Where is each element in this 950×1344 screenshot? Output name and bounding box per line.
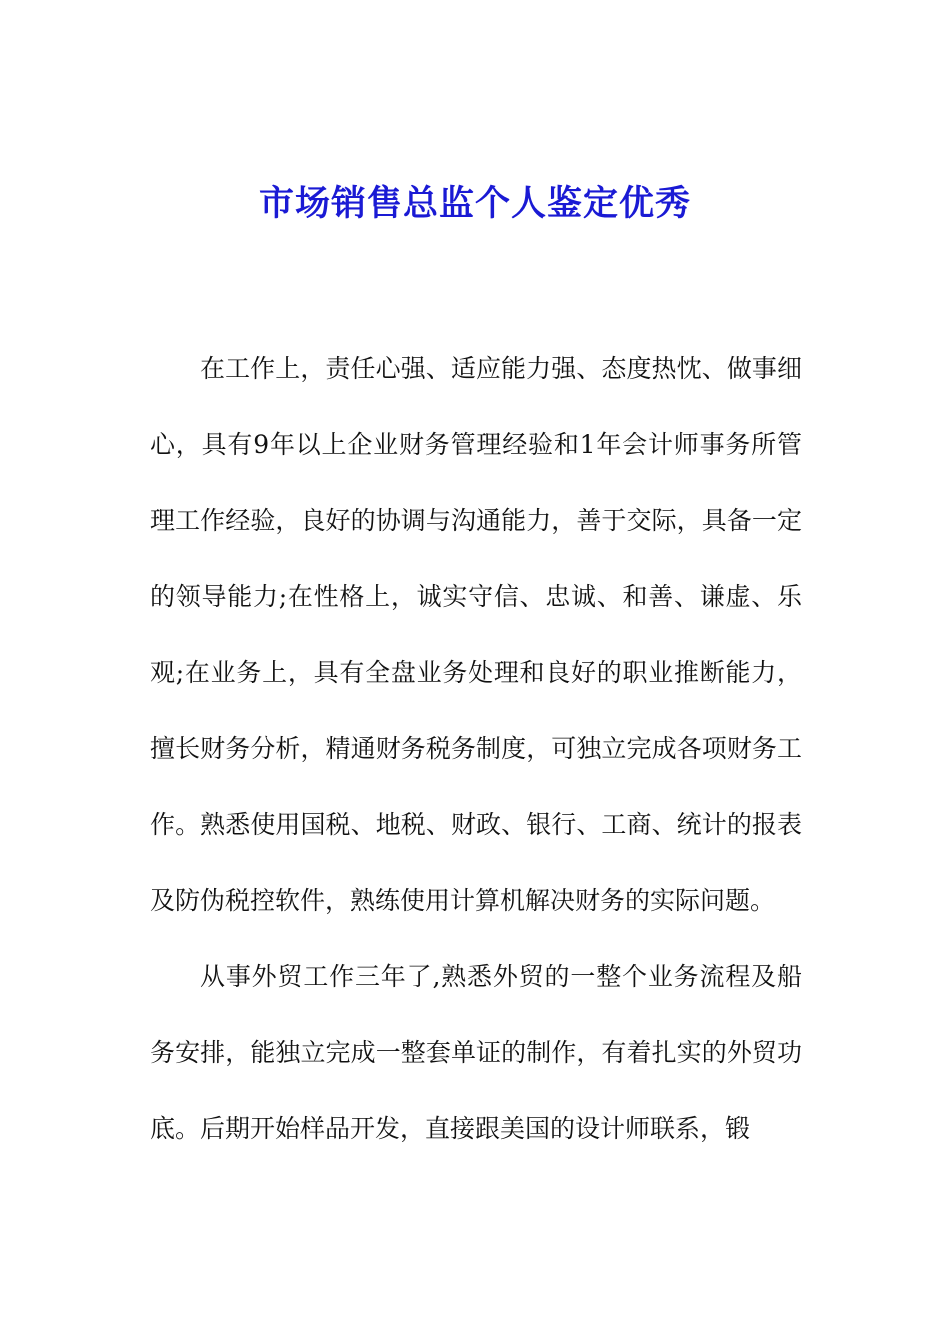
paragraph-1: 在工作上，责任心强、适应能力强、态度热忱、做事细心，具有9年以上企业财务管理经验和1年会计师事务所管理工作经验，良好的协调与沟通能力，善于交际，具备一定的领导能力;在性格上，诚实守信、忠诚、和善、谦虚、乐观;在业务上，具有全盘业务处理和良好的职业推断能力，擅长财务分析，精通财务税务制度，可独立完成各项财务工作。熟悉使用国税、地税、财政、银行、工商、统计的报表及防伪税控软件，熟练使用计算机解决财务的实际问题。 xyxy=(150,354,802,915)
document-body xyxy=(150,331,802,1167)
document-title: 市场销售总监个人鉴定优秀 xyxy=(258,183,691,224)
paragraph-2: 从事外贸工作三年了,熟悉外贸的一整个业务流程及船务安排，能独立完成一整套单证的制作，有着扎实的外贸功底。后期开始样品开发，直接跟美国的设计师联系，锻 xyxy=(150,962,802,1143)
